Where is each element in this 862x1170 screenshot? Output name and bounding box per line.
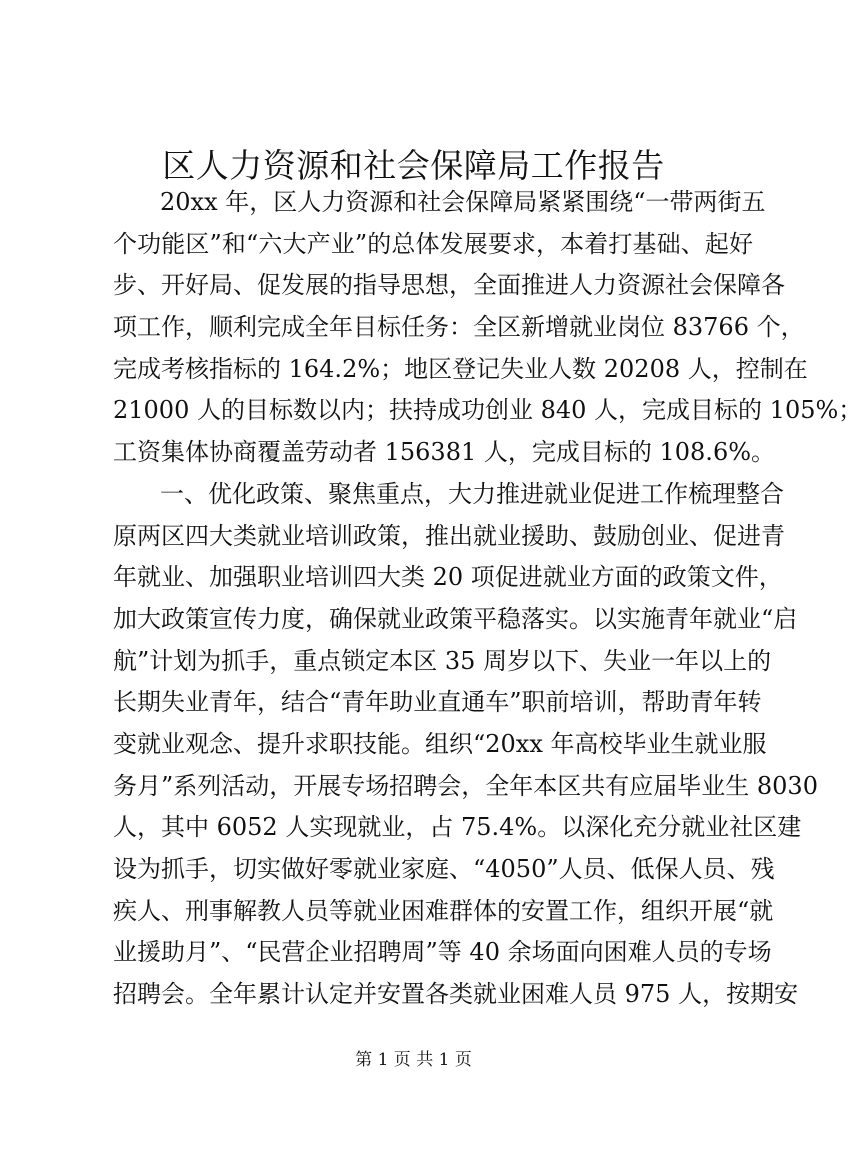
text-line: 长期失业青年，结合“青年助业直通车”职前培训，帮助青年转 <box>113 688 762 717</box>
text-line: 完成考核指标的 164.2%；地区登记失业人数 20208 人，控制在 <box>113 354 808 383</box>
text-line: 一、优化政策、聚焦重点，大力推进就业促进工作梳理整合 <box>160 479 784 508</box>
text-line: 加大政策宣传力度，确保就业政策平稳落实。以实施青年就业“启 <box>113 604 798 633</box>
text-line: 项工作，顺利完成全年目标任务：全区新增就业岗位 83766 个， <box>113 313 805 342</box>
text-line: 变就业观念、提升求职技能。组织“20xx 年高校毕业生就业服 <box>113 729 767 758</box>
page-footer: 第 1 页 共 1 页 <box>355 1050 472 1070</box>
text-line: 个功能区”和“六大产业”的总体发展要求，本着打基础、起好 <box>113 229 753 258</box>
document-title: 区人力资源和社会保障局工作报告 <box>162 146 665 185</box>
text-line: 原两区四大类就业培训政策，推出就业援助、鼓励创业、促进青 <box>113 521 785 550</box>
text-line: 招聘会。全年累计认定并安置各类就业困难人员 975 人，按期安 <box>113 980 799 1009</box>
text-line: 设为抓手，切实做好零就业家庭、“4050”人员、低保人员、残 <box>113 855 775 883</box>
text-line: 人，其中 6052 人实现就业，占 75.4%。以深化充分就业社区建 <box>113 813 802 842</box>
text-line: 步、开好局、促发展的指导思想，全面推进人力资源社会保障各 <box>113 271 785 300</box>
text-line: 业援助月”、“民营企业招聘周”等 40 余场面向困难人员的专场 <box>113 938 772 967</box>
document-body <box>113 182 862 1016</box>
paragraph-1 <box>113 182 862 474</box>
text-line: 疾人、刑事解教人员等就业困难群体的安置工作，组织开展“就 <box>113 896 774 925</box>
text-line: 务月”系列活动，开展专场招聘会，全年本区共有应届毕业生 8030 <box>113 771 818 800</box>
text-line: 年就业、加强职业培训四大类 20 项促进就业方面的政策文件， <box>113 563 783 592</box>
text-line: 20xx 年，区人力资源和社会保障局紧紧围绕“一带两街五 <box>160 188 766 216</box>
text-line: 航”计划为抓手，重点锁定本区 35 周岁以下、失业一年以上的 <box>113 646 772 675</box>
text-line: 21000 人的目标数以内；扶持成功创业 840 人，完成目标的 105%； <box>113 396 862 425</box>
paragraph-2 <box>113 474 818 1016</box>
text-line: 工资集体协商覆盖劳动者 156381 人，完成目标的 108.6%。 <box>113 438 776 467</box>
